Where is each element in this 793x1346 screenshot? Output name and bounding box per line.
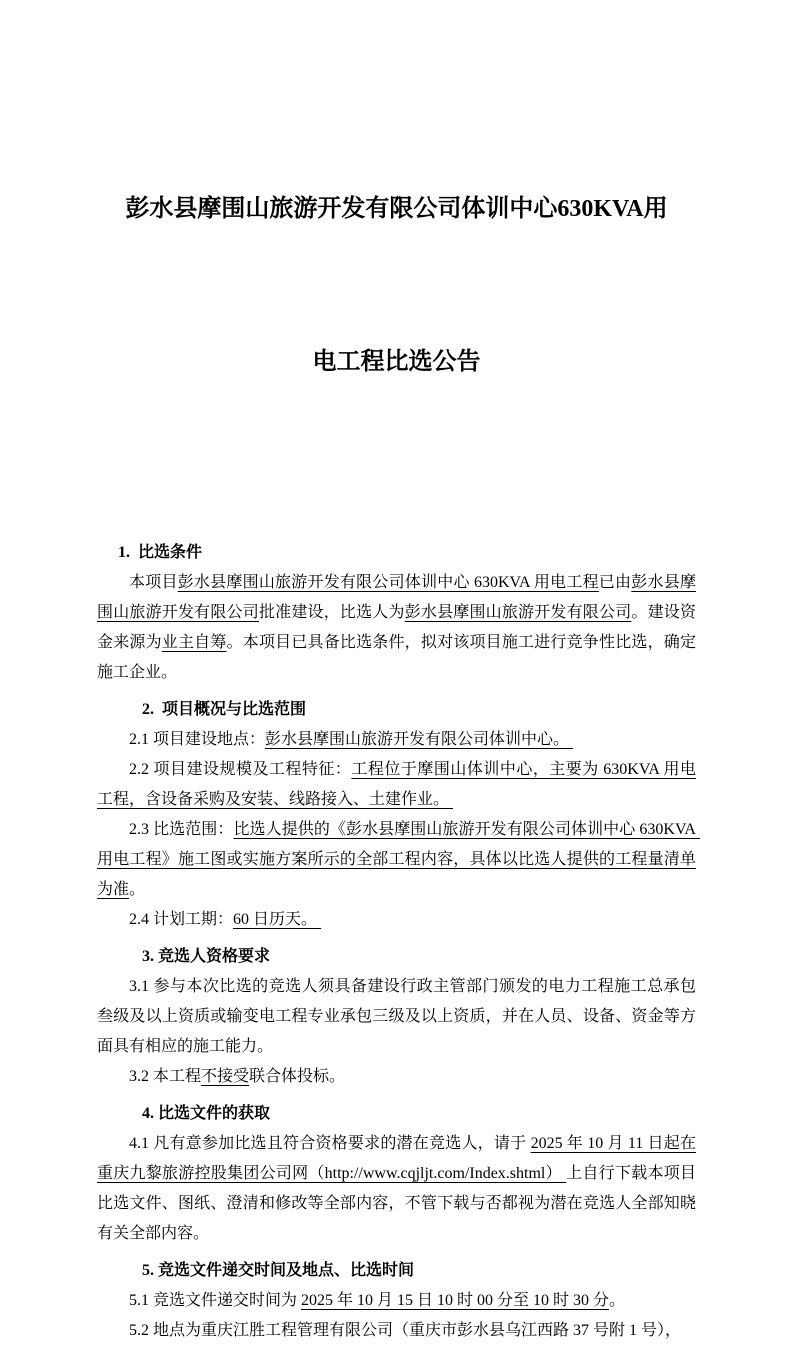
underlined-text: 不接受 <box>201 1068 250 1085</box>
document-title <box>97 82 696 490</box>
text-segment: 3.2 本工程 <box>129 1068 202 1085</box>
text-segment: 2.1 项目建设地点： <box>129 731 266 748</box>
section-heading: 5. 竞选文件递交时间及地点、比选时间 <box>142 1262 415 1279</box>
underlined-text: 比选人提供的《彭水县摩围山旅游开发有限公司体训中心 630KVA 用电工程》施工图或实施方案所示的全部工程内容，具体以比选人提供的工程量清单为准 <box>97 821 700 898</box>
section-heading: 1. 比选条件 <box>118 544 203 561</box>
title-line-2: 电工程比选公告 <box>312 349 481 375</box>
underlined-text: 彭水县摩围山旅游开发有限公司 <box>97 574 696 621</box>
underlined-text: 彭水县摩围山旅游开发有限公司体训中心。 <box>265 731 574 748</box>
paragraph <box>97 1316 696 1346</box>
paragraph <box>97 1062 696 1092</box>
paragraph <box>97 755 696 815</box>
document-body <box>97 538 700 1346</box>
text-segment: 。建设资金来源为 <box>97 604 696 651</box>
paragraph <box>97 725 696 755</box>
section <box>97 1256 696 1346</box>
paragraph <box>97 815 700 905</box>
text-segment: 2.4 计划工期： <box>129 911 234 928</box>
underlined-text: 彭水县摩围山旅游开发有限公司 <box>404 604 632 621</box>
underlined-text: 60 日历天。 <box>233 911 322 928</box>
underlined-text: 彭水县摩围山旅游开发有限公司体训中心 630KVA 用电工程 <box>177 574 599 591</box>
section-heading: 3. 竞选人资格要求 <box>142 948 271 965</box>
text-segment: 本项目 <box>129 574 178 591</box>
section-heading: 2. 项目概况与比选范围 <box>142 701 307 718</box>
section <box>97 538 696 688</box>
text-segment: 上自行下载本项目比选文件、图纸、澄清和修改等全部内容，不管下载与否都视为潜在竞选人全部知晓有关全部内容。 <box>97 1165 696 1242</box>
text-segment: 已由 <box>598 574 632 591</box>
paragraph <box>97 972 696 1062</box>
text-segment: 批准建设，比选人为 <box>258 604 405 621</box>
paragraph <box>97 905 696 935</box>
title-line-1: 彭水县摩围山旅游开发有限公司体训中心630KVA用 <box>125 196 668 222</box>
paragraph <box>97 568 696 688</box>
section <box>97 695 700 935</box>
text-segment: 3.1 参与本次比选的竞选人须具备建设行政主管部门颁发的电力工程施工总承包叁级及以上资质或输变电工程专业承包三级及以上资质，并在人员、设备、资金等方面具有相应的施工能力。 <box>97 978 696 1055</box>
underlined-text: 工程位于摩围山体训中心，主要为 630KVA 用电工程，含设备采购及安装、线路接入、土建作业。 <box>97 761 696 808</box>
section-heading: 4. 比选文件的获取 <box>142 1105 271 1122</box>
text-segment: 5.1 竞选文件递交时间为 <box>129 1292 302 1309</box>
text-segment: 。 <box>129 881 146 898</box>
text-segment: 。本项目已具备比选条件，拟对该项目施工进行竞争性比选，确定施工企业。 <box>97 634 696 681</box>
text-segment: 。 <box>609 1292 626 1309</box>
text-segment: 联合体投标。 <box>249 1068 346 1085</box>
text-segment: 2.3 比选范围： <box>129 821 234 838</box>
section <box>97 942 696 1092</box>
underlined-text: 2025 年 10 月 15 日 10 时 00 分至 10 时 30 分 <box>301 1292 610 1309</box>
text-segment: 5.2 地点为重庆江胜工程管理有限公司（重庆市彭水县乌江西路 37 号附 1 号）， <box>129 1322 682 1339</box>
section <box>97 1099 696 1249</box>
underlined-text: 2025 年 10 月 11 日起在重庆九黎旅游控股集团公司网（http://www.cqjljt.com/Index.shtml） <box>97 1135 696 1182</box>
paragraph <box>97 1286 696 1316</box>
text-segment: 2.2 项目建设规模及工程特征： <box>129 761 352 778</box>
paragraph <box>97 1129 696 1249</box>
text-segment: 4.1 凡有意参加比选且符合资格要求的潜在竞选人，请于 <box>129 1135 531 1152</box>
underlined-text: 业主自筹 <box>161 634 227 651</box>
